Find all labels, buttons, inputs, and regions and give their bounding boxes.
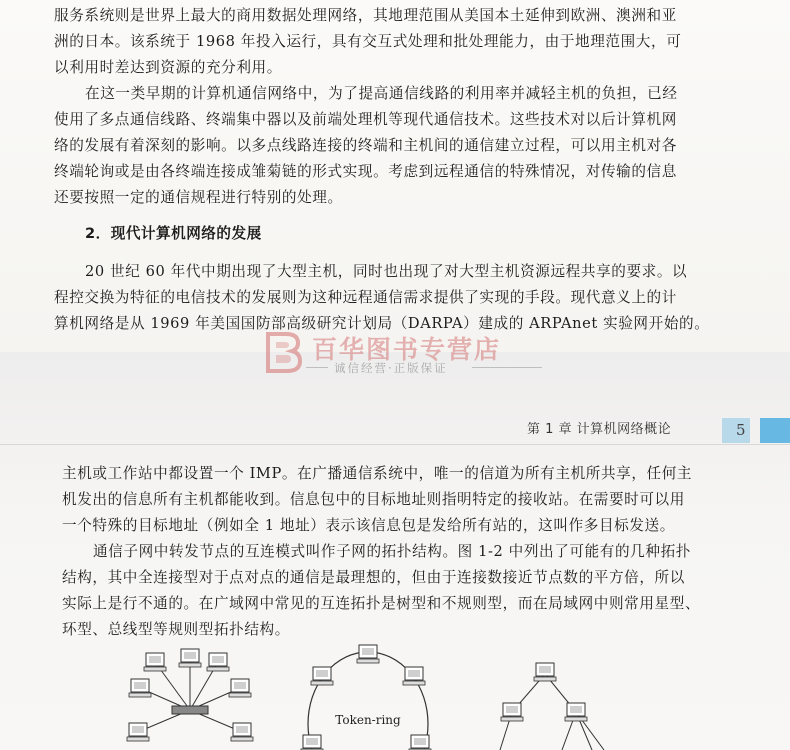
computer-icon: [127, 723, 149, 741]
computer-icon: [565, 703, 587, 721]
text-line: 主机或工作站中都设置一个 IMP。在广播通信系统中，唯一的信道为所有主机所共享，任何主: [62, 465, 693, 482]
text-line: 洲的日本。该系统于 1968 年投入运行，具有交互式处理和批处理能力，由于地理范围大，可: [54, 33, 682, 50]
text-line: 在这一类早期的计算机通信网络中，为了提高通信线路的利用率并减轻主机的负担，已经: [85, 85, 678, 102]
watermark-title: 百华图书专营店: [312, 335, 502, 364]
text-line: 机发出的信息所有主机都能收到。信息包中的目标地址则指明特定的接收站。在需要时可以用: [62, 491, 685, 508]
computer-icon: [357, 645, 379, 663]
star-topology: [127, 649, 253, 741]
text-line: 通信子网中转发节点的互连模式叫作子网的拓扑结构。图 1-2 中列出了可能有的几种拓扑: [93, 543, 691, 560]
tree-topology: [500, 663, 604, 750]
page-number: 5: [736, 421, 746, 439]
text-line: 服务系统则是世界上最大的商用数据处理网络，其地理范围从美国本土延伸到欧洲、澳洲和亚: [54, 7, 677, 24]
ring-label: Token-ring: [335, 713, 401, 727]
text-line: 使用了多点通信线路、终端集中器以及前端处理机等现代通信技术。这些技术对以后计算机网: [54, 111, 677, 128]
store-watermark: [262, 330, 552, 378]
computer-icon: [501, 703, 523, 721]
computer-icon: [534, 663, 556, 681]
divider: [472, 367, 542, 368]
text-line: 程控交换为特征的电信技术的发展则为这种远程通信需求提供了实现的手段。现代意义上的计: [54, 289, 677, 306]
text-line: 20 世纪 60 年代中期出现了大型主机，同时也出现了对大型主机资源远程共享的要求。以: [85, 263, 688, 280]
divider: [306, 367, 328, 368]
computer-icon: [231, 723, 253, 741]
computer-icon: [129, 679, 151, 697]
watermark-subtitle: 诚信经营·正版保证: [334, 361, 448, 375]
store-logo-icon: [262, 330, 306, 374]
text-line: 以利用时差达到资源的充分利用。: [54, 59, 282, 76]
text-line: 还要按照一定的通信规程进行特别的处理。: [54, 189, 343, 206]
text-line: 终端轮询或是由各终端连接成雏菊链的形式实现。考虑到远程通信的特殊情况，对传输的信息: [54, 163, 677, 180]
computer-icon: [301, 735, 323, 750]
topology-figure: [0, 640, 790, 750]
computer-icon: [144, 653, 166, 671]
text-line: 环型、总线型等规则型拓扑结构。: [62, 621, 290, 638]
computer-icon: [409, 735, 431, 750]
ring-topology: [301, 645, 431, 750]
page-tab-accent: [760, 418, 790, 443]
computer-icon: [207, 653, 229, 671]
chapter-header: 第 1 章 计算机网络概论: [527, 422, 672, 437]
section-heading: 2．现代计算机网络的发展: [85, 225, 262, 242]
computer-icon: [179, 649, 201, 667]
text-line: 算机网络是从 1969 年美国国防部高级研究计划局（DARPA）建成的 ARPAnet 实验网开始的。: [54, 315, 710, 332]
text-line: 结构，其中全连接型对于点对点的通信是最理想的，但由于连接数接近节点数的平方倍，所以: [62, 569, 685, 586]
computer-icon: [311, 667, 333, 685]
header-divider: [0, 444, 790, 445]
text-line: 实际上是行不通的。在广域网中常见的互连拓扑是树型和不规则型，而在局域网中则常用星型、: [62, 595, 701, 612]
hub-icon: [172, 706, 208, 714]
text-line: 一个特殊的目标地址（例如全 1 地址）表示该信息包是发给所有站的，这叫作多目标发送。: [62, 517, 675, 534]
computer-icon: [229, 679, 251, 697]
computer-icon: [403, 667, 425, 685]
text-line: 络的发展有着深刻的影响。以多点线路连接的终端和主机间的通信建立过程，可以用主机对各: [54, 137, 677, 154]
